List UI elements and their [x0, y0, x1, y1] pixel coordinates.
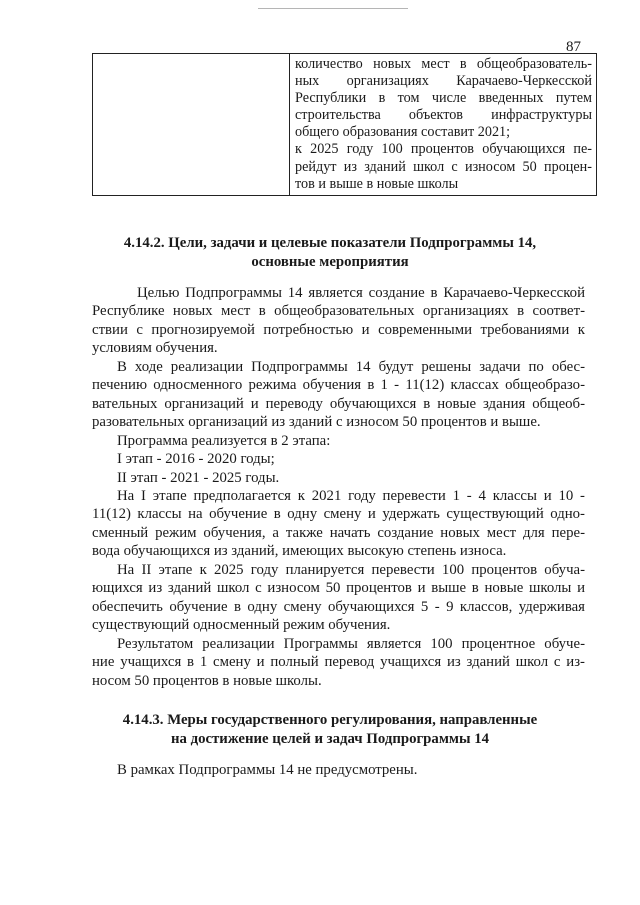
text-line: Целью Подпрограммы 14 является создание в Карачаево-Черкесской	[137, 285, 585, 301]
paragraph-goal	[92, 284, 585, 358]
paragraph-regulation	[92, 761, 585, 779]
text-line: обеспечить обучение в одну смену обучающихся 5 - 9 классов, удерживая	[92, 598, 585, 615]
text-line: 11(12) классы на обучение в одну смену и удержать существующий одно-	[92, 506, 585, 523]
text-line: существующий односменный режим обучения.	[92, 617, 391, 634]
text-line: печению односменного режима обучения в 1 - 11(12) классах общеобразо-	[92, 377, 585, 394]
text-line: ствии с прогнозируемой потребностью и современными требованиями к	[92, 321, 585, 338]
table-cell-text	[290, 54, 597, 196]
paragraph-stage-2	[92, 561, 585, 635]
text-line: ющихся из зданий школ с износом 50 процентов и выше в новые школы и	[92, 580, 585, 597]
text-line: вода обучающихся из зданий, имеющих высокую степень износа.	[92, 543, 507, 560]
table-cell-line: Республики в том числе введенных путем	[295, 90, 592, 107]
paragraph-result	[92, 635, 585, 690]
table-cell-line: ных организациях Карачаево-Черкесской	[295, 73, 592, 90]
table-cell-line: строительства объектов инфраструктуры	[295, 107, 592, 124]
stage-2-line: II этап - 2021 - 2025 годы.	[117, 469, 280, 486]
text-line: Программа реализуется в 2 этапа:	[117, 433, 331, 449]
heading-line: 4.14.3. Меры государственного регулирования, направленные	[122, 712, 538, 728]
top-edge-line	[258, 8, 408, 10]
text-line: Республике новых мест в общеобразовательных организациях в соответ-	[92, 303, 585, 320]
text-line: На I этапе предполагается к 2021 году перевести 1 - 4 классы и 10 -	[117, 488, 585, 504]
table-cell-line: рейдут из зданий школ с износом 50 процен-	[295, 158, 592, 175]
text-line: вательных организаций и переводу обучающихся в новые здания общеоб-	[92, 395, 585, 412]
text-line: разовательных организаций из зданий с износом 50 процентов и выше.	[92, 414, 541, 431]
text-line: На II этапе к 2025 году планируется перевести 100 процентов обуча-	[117, 562, 585, 578]
text-line: сменный режим обучения, а также начать создание новых мест для пере-	[92, 524, 585, 541]
heading-line: на достижение целей и задач Подпрограммы 14	[170, 730, 490, 747]
text-line: В ходе реализации Подпрограммы 14 будут решены задачи по обес-	[117, 359, 585, 375]
text-line: Результатом реализации Программы является 100 процентное обуче-	[117, 636, 585, 652]
paragraph-stages	[92, 432, 585, 487]
text-line: носом 50 процентов в новые школы.	[92, 672, 322, 689]
table-cell-line: общего образования составит 2021;	[295, 124, 511, 141]
continuation-table	[92, 53, 597, 196]
table-cell-line: тов и выше в новые школы	[295, 175, 459, 192]
text-line: условиям обучения.	[92, 340, 218, 357]
table-cell-empty	[93, 54, 290, 196]
section-heading-4-14-2	[100, 234, 560, 271]
table-row	[93, 54, 597, 196]
stage-1-line: I этап - 2016 - 2020 годы;	[117, 451, 275, 468]
heading-line: основные мероприятия	[251, 253, 409, 270]
text-line: В рамках Подпрограммы 14 не предусмотрены.	[117, 762, 418, 778]
paragraph-stage-1	[92, 487, 585, 561]
text-line: ние учащихся в 1 смену и полный перевод учащихся из зданий школ с из-	[92, 654, 585, 671]
section-heading-4-14-3	[100, 711, 560, 748]
table-cell-line: количество новых мест в общеобразователь-	[295, 56, 592, 72]
heading-line: 4.14.2. Цели, задачи и целевые показатели Подпрограммы 14,	[123, 235, 537, 251]
page-number: 87	[566, 39, 581, 55]
table-cell-line: к 2025 году 100 процентов обучающихся пе-	[295, 141, 592, 158]
paragraph-tasks	[92, 358, 585, 432]
